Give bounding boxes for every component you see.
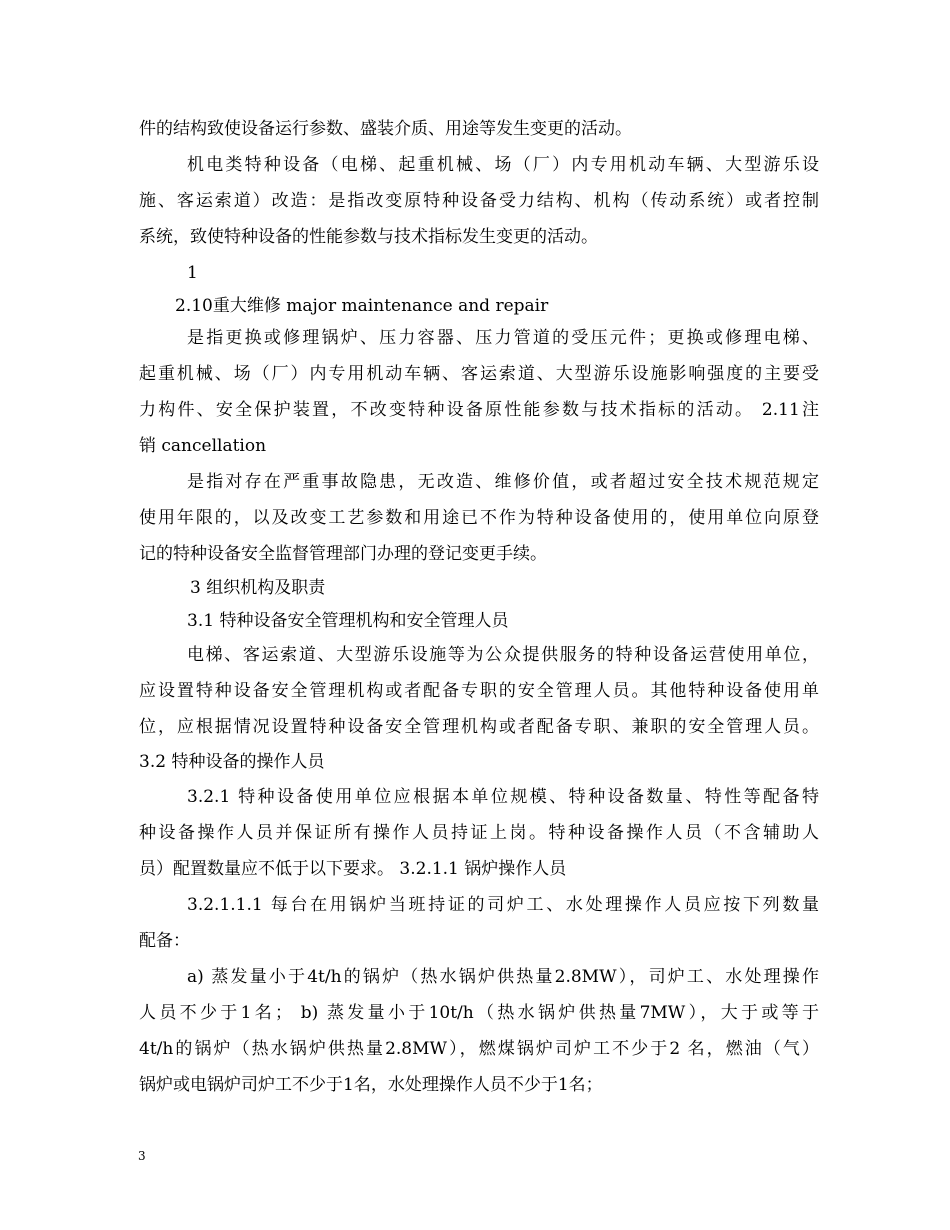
text-line: 力构件、安全保护装置，不改变特种设备原性能参数与技术指标的活动。 2.11注 xyxy=(139,400,819,420)
text-line: 位，应根据情况设置特种设备安全管理机构或者配备专职、兼职的安全管理人员。 xyxy=(139,717,819,737)
text-line: 是指更换或修理锅炉、压力容器、压力管道的受压元件；更换或修理电梯、 xyxy=(187,328,819,348)
page-number: 3 xyxy=(138,1149,146,1163)
text-line: 配备： xyxy=(139,931,190,951)
text-line: 销 cancellation xyxy=(139,436,267,456)
text-line: 4t/h的锅炉（热水锅炉供热量2.8MW），燃煤锅炉司炉工不少于2 名，燃油（气） xyxy=(139,1039,819,1059)
text-line: 1 xyxy=(187,263,198,283)
section-heading: 3 组织机构及职责 xyxy=(190,578,326,598)
text-line: 是指对存在严重事故隐患，无改造、维修价值，或者超过安全技术规范规定 xyxy=(187,472,819,492)
text-line: 使用年限的，以及改变工艺参数和用途已不作为特种设备使用的，使用单位向原登 xyxy=(139,508,819,528)
text-line: 施、客运索道）改造：是指改变原特种设备受力结构、机构（传动系统）或者控制 xyxy=(139,191,819,211)
section-heading: 3.2 特种设备的操作人员 xyxy=(139,752,325,772)
text-line: 应设置特种设备安全管理机构或者配备专职的安全管理人员。其他特种设备使用单 xyxy=(139,681,819,701)
section-heading: 2.10重大维修 major maintenance and repair xyxy=(175,296,549,316)
text-line: 人员不少于1名； b) 蒸发量小于10t/h（热水锅炉供热量7MW），大于或等于 xyxy=(139,1003,819,1023)
text-line: a) 蒸发量小于4t/h的锅炉（热水锅炉供热量2.8MW），司炉工、水处理操作 xyxy=(187,967,819,987)
text-line: 起重机械、场（厂）内专用机动车辆、客运索道、大型游乐设施影响强度的主要受 xyxy=(139,364,819,384)
text-line: 记的特种设备安全监督管理部门办理的登记变更手续。 xyxy=(139,544,547,564)
text-line: 锅炉或电锅炉司炉工不少于1名，水处理操作人员不少于1名； xyxy=(139,1075,603,1095)
section-heading: 3.1 特种设备安全管理机构和安全管理人员 xyxy=(187,611,509,631)
text-line: 3.2.1 特种设备使用单位应根据本单位规模、特种设备数量、特性等配备特 xyxy=(187,787,819,807)
text-line: 件的结构致使设备运行参数、盛装介质、用途等发生变更的活动。 xyxy=(139,119,632,139)
text-line: 员）配置数量应不低于以下要求。 3.2.1.1 锅炉操作人员 xyxy=(139,859,567,879)
text-line: 种设备操作人员并保证所有操作人员持证上岗。特种设备操作人员（不含辅助人 xyxy=(139,823,819,843)
text-line: 3.2.1.1.1 每台在用锅炉当班持证的司炉工、水处理操作人员应按下列数量 xyxy=(187,895,819,915)
text-line: 系统，致使特种设备的性能参数与技术指标发生变更的活动。 xyxy=(139,227,598,247)
text-line: 机电类特种设备（电梯、起重机械、场（厂）内专用机动车辆、大型游乐设 xyxy=(187,155,819,175)
text-line: 电梯、客运索道、大型游乐设施等为公众提供服务的特种设备运营使用单位， xyxy=(187,645,819,665)
